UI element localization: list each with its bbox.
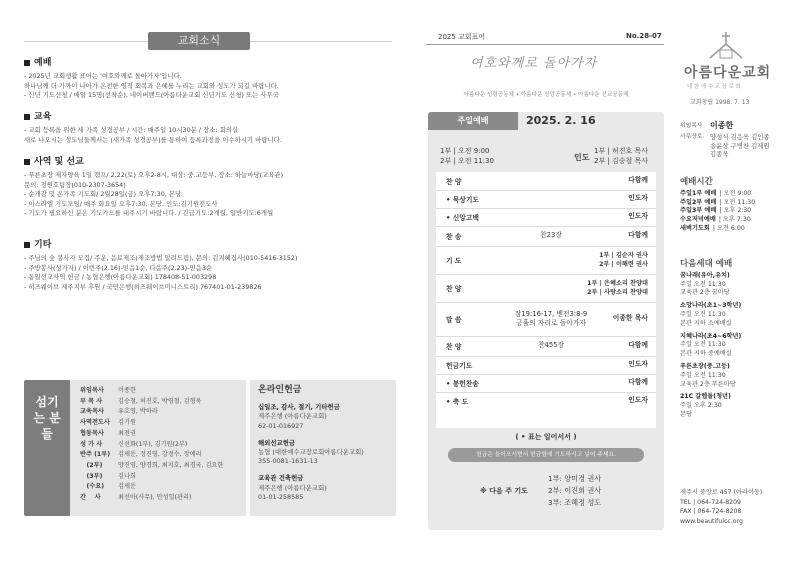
next-gen-item — [680, 363, 741, 389]
service-time: 1부 | 오전 9:00 — [440, 147, 490, 155]
news-line: - 기도가 필요하신 분은 기도카드를 내주시기 바랍니다. / 긴급기도:2개월, 일반기도:6개월 — [24, 209, 274, 217]
order-right: 이종한 목사 — [612, 314, 648, 322]
worship-box — [428, 112, 664, 530]
next-prayer: 1부: 양미경 권사 — [548, 474, 602, 483]
motto: 여호와께로 돌아가자 — [470, 56, 598, 71]
bullet-square-icon — [24, 114, 30, 120]
pastor-role: 사무장로 — [680, 133, 703, 140]
staff-names: 최선아(사무), 안성일(관리) — [118, 494, 192, 502]
next-gen-name: 21C 갈렙돌(청년) — [680, 393, 731, 401]
staff-names: 유호영, 박하라 — [118, 408, 158, 416]
next-gen-block — [680, 260, 741, 424]
online-offering-box — [250, 380, 396, 516]
online-title: 온라인헌금 — [258, 385, 302, 395]
staff-row — [80, 429, 223, 440]
order-right: 1부 | 은혜소리 찬양대 2부 | 사랑소리 찬양대 — [587, 280, 648, 296]
staff-role: 성 가 사 — [80, 440, 103, 448]
church-name: 아름다운교회 — [684, 65, 772, 81]
website-link[interactable]: www.beautifulcc.org — [680, 517, 743, 525]
bullet-square-icon — [24, 159, 30, 165]
order-label: 기 도 — [446, 257, 462, 265]
staff-heading: 섬기는 분들 — [24, 380, 70, 516]
next-gen-title: 다음세대 예배 — [680, 259, 733, 269]
bulletin-label: 2025 교회표어 — [438, 33, 486, 41]
section-title: 교육 — [34, 112, 52, 122]
next-gen-detail: 본관 지하 중예배실 — [680, 350, 732, 358]
staff-names: 신선화(1부), 김기원(2부) — [118, 440, 188, 448]
staff-role: 협동목사 — [80, 429, 104, 437]
news-tab: 교회소식 — [148, 32, 250, 50]
section-ministry — [24, 157, 394, 219]
offering-group-name: 해외선교헌금 — [258, 438, 296, 447]
news-line: - 히즈웨이브 제주지부 후원 / 국민은행(히즈웨이브미니스트리) 767401-01-239826 — [24, 282, 262, 291]
header-rule — [426, 44, 664, 45]
staff-role: (3부) — [80, 472, 103, 480]
staff-names: 김세운 — [118, 483, 136, 491]
denomination: 대한예수교장로회 — [687, 84, 743, 90]
next-gen-name: 지혜나라(초4~6학년) — [680, 332, 742, 340]
service-time: | 오후 2:30 — [719, 207, 752, 215]
service-time: | 오후 7:30 — [718, 216, 751, 224]
staff-row — [80, 440, 223, 451]
order-right: 다함께 — [628, 176, 648, 184]
order-row — [436, 190, 656, 208]
order-right: 인도자 — [628, 212, 648, 220]
staff-row — [80, 450, 223, 461]
order-label: 말 씀 — [446, 316, 462, 324]
offering-bank: 제주은행 (아름다운교회) — [258, 483, 327, 492]
order-label: • 묵상기도 — [446, 196, 479, 204]
service-time: | 오전 11:30 — [719, 198, 756, 206]
offering-bank: 제주은행 (아름다운교회) — [258, 412, 327, 421]
next-gen-detail: 주일 오전 11:30 — [680, 371, 726, 379]
service-item — [680, 207, 755, 216]
service-times-title: 예배시간 — [680, 177, 713, 187]
address: 제주시 중앙로 457 (아라이동) — [680, 489, 763, 496]
service-item — [680, 225, 755, 234]
service-times — [440, 146, 494, 166]
offering-account: 355-0081-1631-13 — [258, 457, 318, 466]
contact-block — [680, 488, 762, 526]
church-logo-icon — [706, 30, 746, 60]
news-line: - 신년 기도신청 / 매일 15명(선착순), 네이버밴드(아름다운교회 신년기도 신청) 또는 사무국 — [24, 91, 279, 99]
service-time: | 오전 9:00 — [719, 189, 752, 197]
order-list — [436, 172, 656, 428]
order-row — [436, 374, 656, 392]
service-name: 주일2부 예배 — [680, 198, 717, 206]
news-line: - 이스라엘 기도모임/ 매주 화요일 오후7:30, 본당, 인도:김기원전도사 — [24, 199, 218, 208]
offering-bank: 농협 (대한예수교장로회아름다운교회) — [258, 448, 364, 457]
staff-list — [80, 386, 223, 504]
offering-group-name: 교육관 건축헌금 — [258, 474, 304, 483]
order-label: 찬 양 — [446, 285, 462, 293]
bullet-square-icon — [24, 242, 30, 248]
order-right: 인도자 — [628, 396, 648, 404]
section-worship — [24, 58, 394, 101]
next-gen-item — [680, 302, 741, 328]
staff-names: 김나희 — [118, 472, 136, 480]
news-line: 하나님께 더 가까이 나아가 온전한 영적 회복과 은혜를 누리는 교회와 성도가 되길 바랍니다. — [24, 81, 279, 90]
section-other — [24, 240, 394, 292]
founded-date: 교회창립 1998. 7. 13 — [690, 99, 750, 106]
news-line: 문의: 정원호팀장(010-2307-3654) — [24, 180, 126, 189]
next-prayer-label: ※ 다음 주 기도 — [480, 487, 528, 495]
service-time: 2부 | 오전 11:30 — [440, 157, 494, 165]
order-right: 다함께 — [628, 341, 648, 349]
staff-row — [80, 472, 223, 483]
order-center: 잠19:16-17, 벧전3:8-9 긍휼의 자리로 돌아가자 — [514, 310, 588, 327]
next-gen-detail: 교육관 2층 꿈마당 — [680, 289, 730, 297]
order-label: • 봉헌찬송 — [446, 380, 479, 388]
next-gen-item — [680, 393, 741, 419]
section-title: 예배 — [34, 58, 52, 68]
staff-role: 간 사 — [80, 494, 101, 502]
order-label: 헌금기도 — [446, 362, 473, 370]
next-gen-name: 꿈나래(유아,유치) — [680, 271, 730, 279]
service-leader: 1부 | 허진호 목사 — [594, 147, 649, 155]
bulletin-number: No.28-07 — [626, 32, 662, 40]
staff-row — [80, 418, 223, 429]
order-row — [436, 392, 656, 410]
order-label: • 신앙고백 — [446, 214, 479, 222]
offering-account: 62-01-016927 — [258, 421, 304, 430]
order-row — [436, 246, 656, 274]
next-gen-item — [680, 272, 741, 298]
next-gen-detail: 주일 오전 11:30 — [680, 310, 726, 318]
news-line: - 2025년 교회생활 표어는 '여호와께로 돌아가자'입니다. — [24, 72, 182, 80]
order-label: 찬 양 — [446, 178, 462, 186]
service-time: | 오전 6:00 — [712, 224, 745, 232]
next-gen-detail: 주일 오후 2:30 — [680, 402, 722, 410]
staff-role: 위임목사 — [80, 387, 104, 394]
section-education — [24, 112, 394, 145]
next-gen-name: 푸른초장(중.고등) — [680, 362, 730, 370]
staff-role: 사역전도사 — [80, 419, 110, 427]
offering-notice: 헌금은 들어오시면서 헌금함에 기도하시고 넣어 주세요. — [448, 448, 644, 462]
staff-row — [80, 386, 223, 397]
order-right: 다함께 — [628, 378, 648, 386]
staff-role: 부 목 사 — [80, 397, 103, 405]
fax: FAX | 064-724-8208 — [680, 508, 742, 515]
bullet-square-icon — [24, 60, 30, 66]
order-center: 찬23장 — [540, 231, 562, 239]
next-gen-detail: 본관 지하 소예배실 — [680, 319, 732, 327]
next-prayer: 2부: 이진희 권사 — [548, 486, 602, 495]
news-line: - 주님의 숲 봉사자 모집/ 주운, 음료제조(제조방법 알려드림), 문의: 김지혜집사(010-5416-3152) — [24, 254, 298, 262]
service-item — [680, 216, 755, 225]
next-gen-detail: 주일 오전 11:30 — [680, 280, 726, 288]
staff-names: 김승철, 허진호, 박영철, 김형욱 — [118, 397, 202, 405]
staff-names: 이종한 — [118, 387, 136, 394]
next-gen-detail: 주일 오전 11:30 — [680, 341, 726, 349]
leader-label: 인도 — [574, 153, 590, 162]
service-name: 주일1부 예배 — [680, 189, 717, 197]
service-leader: 2부 | 김승철 목사 — [594, 157, 649, 165]
order-label: • 축 도 — [446, 398, 469, 406]
news-line: - 푸른초장 제자양육 1일 캠프/ 2,22(토) 오후2-8시, 대상: 중.고등부, 장소: 하늘마당(교육관) — [24, 171, 284, 179]
order-row — [436, 356, 656, 374]
order-right: 인도자 — [628, 360, 648, 368]
news-line: - 순개감 및 온가족 기도회/ 2월28일(금) 오후7:30, 본당 — [24, 190, 182, 198]
news-line: - 통일선교사역 헌금 / 농협은행(아름다운교회) 178408-51-003298 — [24, 273, 217, 281]
staff-names: 김세운, 정진영, 강정수, 장예리 — [118, 451, 202, 459]
order-center: 찬455장 — [537, 341, 565, 349]
order-row — [436, 302, 656, 336]
offering-account: 01-01-258585 — [258, 492, 304, 501]
next-prayer-list — [548, 473, 601, 509]
service-times-block — [680, 178, 755, 234]
offering-group-name: 십일조, 감사, 절기, 기타헌금 — [258, 403, 340, 412]
service-name: 수요저녁예배 — [680, 216, 716, 224]
news-line: - 교회 등록을 위한 새 가족 성경공부 / 시간: 매주일 10시30분 / 장소: 회의실 — [24, 126, 239, 134]
staff-row — [80, 407, 223, 418]
next-prayer: 3부: 조혜정 성도 — [548, 498, 602, 507]
stand-note: ( • 표는 일어서서 ) — [515, 433, 577, 441]
staff-role: 반주 (1부) — [80, 451, 111, 459]
staff-row — [80, 397, 223, 408]
service-name: 새벽기도회 — [680, 224, 710, 232]
pastor-names: 이종한 — [710, 121, 734, 130]
order-row — [436, 336, 656, 356]
order-right: 1부 | 김순자 권사 2부 | 이해련 권사 — [599, 252, 648, 268]
section-title: 사역 및 선교 — [34, 157, 84, 167]
section-title: 기타 — [34, 240, 52, 250]
service-name: 주일3부 예배 — [680, 207, 717, 215]
news-line: 새로 나오시는 성도님들께서는 (새가족 성경공부)를 통하여 등록과정을 이수하시기 바랍니다. — [24, 135, 282, 144]
order-row — [436, 208, 656, 226]
staff-role: 교육목사 — [80, 408, 104, 416]
phone: TEL | 064-724-8209 — [680, 498, 741, 506]
order-row — [436, 172, 656, 190]
staff-names: 최천권 — [118, 429, 136, 437]
next-gen-detail: 교육관 2층 푸른마당 — [680, 380, 736, 388]
order-label: 찬 송 — [446, 233, 462, 241]
staff-row — [80, 493, 223, 504]
service-item — [680, 190, 755, 199]
worship-tab: 주일예배 — [428, 112, 518, 130]
worship-date: 2025. 2. 16 — [526, 114, 596, 127]
staff-role: (수요) — [80, 483, 105, 491]
pastors-block — [680, 122, 770, 159]
pastor-names: 양성식 김응욱 김인종 송윤상 구병찬 김제원 김종욱 — [710, 132, 770, 159]
staff-role: (2부) — [80, 461, 103, 469]
order-row — [436, 274, 656, 302]
staff-names: 양진영, 양경희, 최지호, 최경국, 김요한 — [118, 461, 224, 469]
service-leaders — [594, 146, 648, 166]
church-mottos: 아름다운 성령공동체 • 아름다운 신앙공동체 • 아름다운 선교공동체 — [463, 92, 629, 98]
staff-names: 김기원 — [118, 419, 136, 427]
order-right: 인도자 — [628, 194, 648, 202]
news-line: - 주방봉사(성가자) / 이번주(2.16)-믿음1순, 다음주(2.23)-믿음3순 — [24, 263, 213, 272]
order-label: 찬 양 — [446, 343, 462, 351]
order-row — [436, 226, 656, 246]
staff-row — [80, 482, 223, 493]
next-gen-item — [680, 333, 741, 359]
staff-box — [24, 380, 246, 516]
next-gen-name: 소망나라(초1~3학년) — [680, 302, 742, 310]
staff-row — [80, 461, 223, 472]
pastor-role: 위임목사 — [680, 123, 703, 129]
order-right: 다함께 — [628, 231, 648, 239]
next-gen-detail: 본당 — [680, 410, 692, 418]
